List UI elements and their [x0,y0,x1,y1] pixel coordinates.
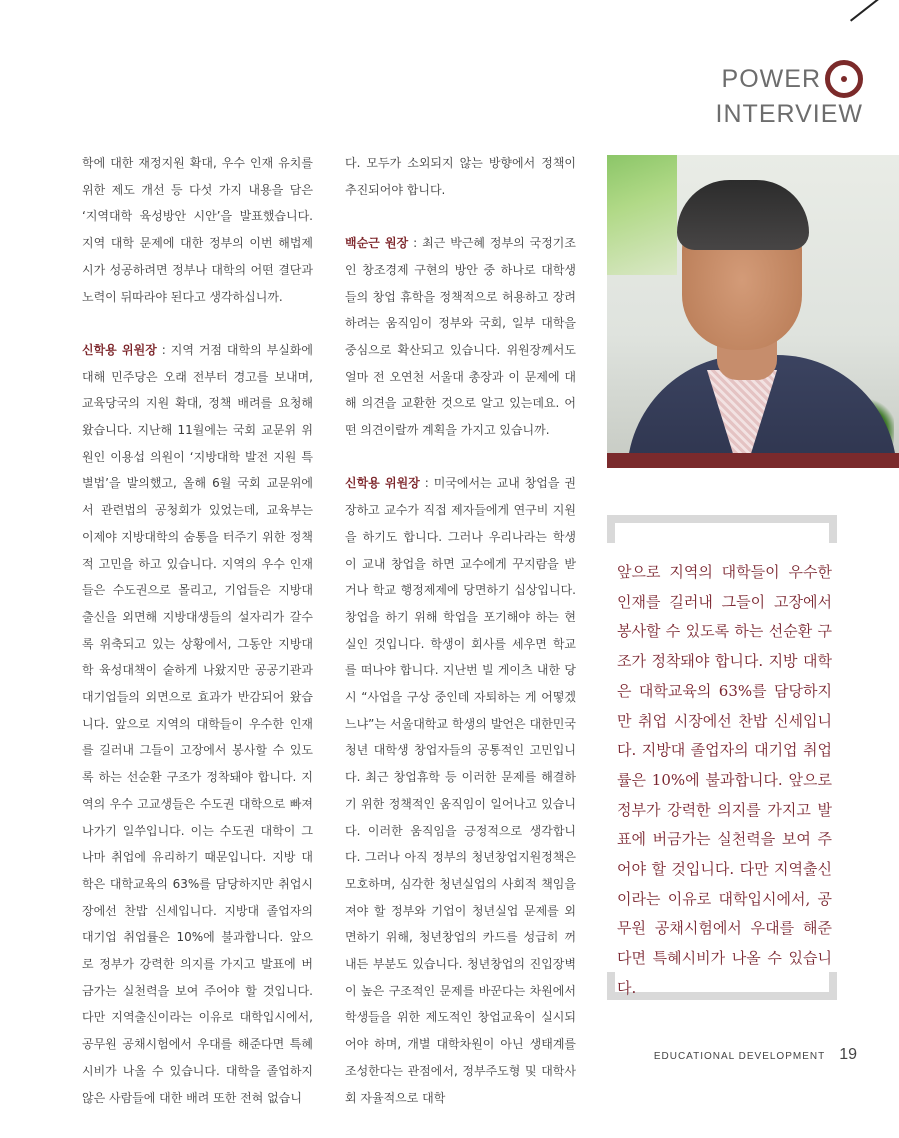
interviewee-photo [607,155,899,453]
paragraph-text: : 지역 거점 대학의 부실화에 대해 민주당은 오래 전부터 경고를 보내며, 교육당국의 지원 확대, 정책 배려를 요청해 왔습니다. 지난해 11월에는 국회 교문위 위원인 이용섭 의원이 ‘지방대학 발전 지원 특별법’을 발의했고, 올해 6월 국회 교문위에서 관련법의 공청회가 있었는데, 교육부는 이제야 지방대학의 숨통을 터주기 위한 정책적 고민을 하고 있습니다. 지역의 우수 인재들은 수도권으로 몰리고, 기업들은 지방대 출신을 외면해 지방대생들의 설자리가 갈수록 위축되고 있는 상황에서, 그동안 지방대학 육성대책이 숱하게 나왔지만 공공기관과 대기업들의 외면으로 효과가 반감되어 왔습니다. 앞으로 지역의 대학들이 우수한 인재를 길러내 그들이 고장에서 봉사할 수 있도록 하는 선순환 구조가 정착돼야 합니다. 지역의 우수 고교생들은 수도권 대학으로 빠져나가기 일쑤입니다. 이는 수도권 대학이 그나마 취업에 유리하기 때문입니다. 지방 대학은 대학교육의 63%를 담당하지만 취업시장에선 찬밥 신세입니다. 지방대 졸업자의 대기업 취업률은 10%에 불과합니다. 앞으로 정부가 강력한 의지를 가지고 발표에 버금가는 실천력을 보여 주어야 할 것입니다. 다만 지역출신이라는 이유로 대학입시에서, 공무원 공채시험에서 우대를 해준다면 특혜시비가 나올 수 있습니다. 대학을 졸업하지 않은 사람들에 대한 배려 또한 전혀 없습니 [82,342,313,1105]
paragraph [345,470,576,1111]
article-column-1 [82,150,313,1138]
photo-accent-bar [607,453,899,468]
bracket-top-right [829,515,837,543]
section-header [716,60,863,131]
paragraph-text: : 최근 박근혜 정부의 국정기조인 창조경제 구현의 방안 중 하나로 대학생들의 창업 휴학을 정책적으로 허용하고 장려하려는 움직임이 정부와 국회, 일부 대학을 중심으로 확산되고 있습니다. 위원장께서도 얼마 전 오연천 서울대 총장과 이 문제에 대해 의견을 교환한 것으로 알고 있는데요. 어떤 의견이랄까 계획을 가지고 있습니까. [345,236,576,438]
paragraph [82,337,313,1111]
header-line-1 [716,60,863,98]
bracket-top [607,515,837,523]
page-number: 19 [839,1046,857,1063]
speaker-name: 신학용 위원장 [345,476,420,491]
paragraph: 다. 모두가 소외되지 않는 방향에서 정책이 추진되어야 합니다. [345,156,576,197]
paragraph-text: : 미국에서는 교내 창업을 권장하고 교수가 직접 제자들에게 연구비 지원을 하기도 합니다. 그러나 우리나라는 학생이 교내 창업을 하면 교수에게 꾸지람을 받거나 학교 행정제제에 당면하기 십상입니다. 창업을 하기 위해 학업을 포기해야 하는 현실인 것입니다. 학생이 회사를 세우면 학교를 떠나야 합니다. 지난번 빌 게이츠 내한 당시 “사업을 구상 중인데 자퇴하는 게 어떻겠느냐”는 서울대학교 학생의 발언은 대한민국 청년 대학생 창업자들의 공통적인 고민입니다. 최근 창업휴학 등 이러한 문제를 해결하기 위한 정책적인 움직임이 일어나고 있습니다. 이러한 움직임을 긍정적으로 생각합니다. 그러나 아직 정부의 청년창업지원정책은 모호하며, 심각한 청년실업의 사회적 책임을 져야 할 정부와 기업이 청년실업 문제를 외면하기 위해, 청년창업의 카드를 성급히 꺼내든 부분도 있습니다. 청년창업의 진입장벽이 높은 구조적인 문제를 바꾼다는 차원에서 학생들을 위한 제도적인 창업교육이 실시되어야 하며, 개별 대학차원이 아닌 생태계를 조성한다는 관점에서, 정부주도형 및 대학사회 자율적으로 대학 [345,476,576,1105]
bracket-bottom-left [607,972,615,1000]
header-decor-line [850,0,895,22]
target-ring-icon [825,60,863,98]
bracket-top-left [607,515,615,543]
photo-hair [677,180,809,250]
pull-quote: 앞으로 지역의 대학들이 우수한 인재를 길러내 그들이 고장에서 봉사할 수 있도록 하는 선순환 구조가 정착돼야 합니다. 지방 대학은 대학교육의 63%를 담당하지만 취업 시장에선 찬밥 신세입니다. 지방대 졸업자의 대기업 취업률은 10%에 불과합니다. 앞으로 정부가 강력한 의지를 가지고 발표에 버금가는 실천력을 보여 주어야 할 것입니다. 다만 지역출신이라는 이유로 대학입시에서, 공무원 공채시험에서 우대를 해준다면 특혜시비가 나올 수 있습니다. [617,563,832,997]
header-power: POWER [721,64,821,93]
photo-wall-map [607,155,677,275]
paragraph: 학에 대한 재정지원 확대, 우수 인재 유치를 위한 제도 개선 등 다섯 가지 내용을 담은 ‘지역대학 육성방안 시안’을 발표했습니다. 지역 대학 문제에 대한 정부의 이번 해법제시가 성공하려면 정부나 대학의 어떤 결단과 노력이 뒤따라야 된다고 생각하십니까. [82,156,313,304]
speaker-name: 백순근 원장 [345,236,409,251]
page-footer [654,1046,857,1064]
magazine-name: EDUCATIONAL DEVELOPMENT [653,1051,826,1062]
paragraph [345,230,576,444]
article-column-2 [345,150,576,1138]
speaker-name: 신학용 위원장 [82,342,157,357]
header-interview: INTERVIEW [715,100,863,128]
